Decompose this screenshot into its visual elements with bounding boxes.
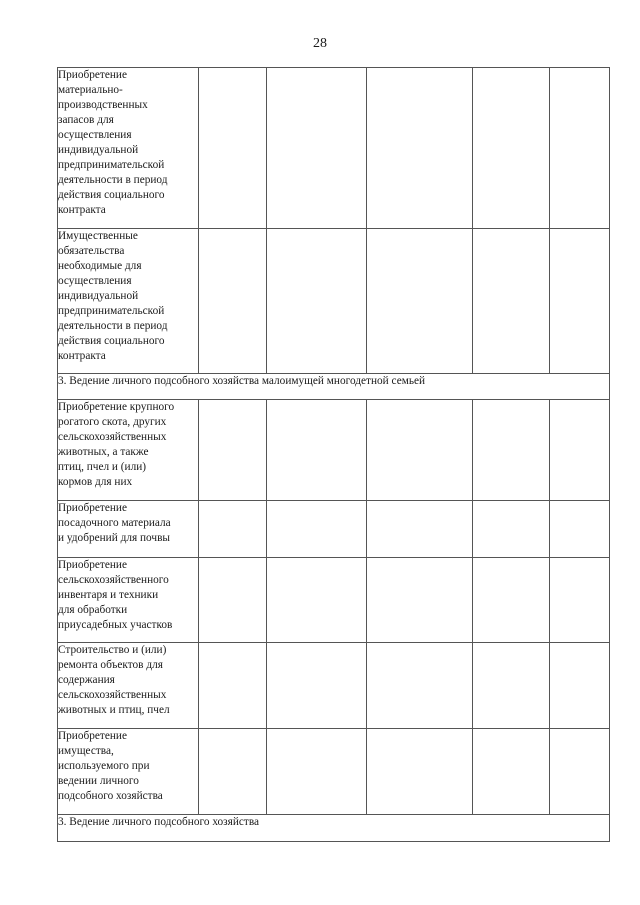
row-label-line: животных и птиц, пчел xyxy=(58,704,170,716)
empty-cell xyxy=(367,643,473,729)
table-row xyxy=(58,68,610,229)
empty-cell xyxy=(267,501,367,558)
empty-cell xyxy=(267,643,367,729)
row-label-line: используемого при xyxy=(58,760,150,772)
row-label xyxy=(58,558,199,643)
row-label-line: содержания xyxy=(58,674,115,686)
empty-cell xyxy=(473,400,550,501)
empty-cell xyxy=(550,400,610,501)
empty-cell xyxy=(550,68,610,229)
row-label-line: осуществления xyxy=(58,129,132,141)
row-label-line: сельскохозяйственных xyxy=(58,431,167,443)
empty-cell xyxy=(267,229,367,374)
empty-cell xyxy=(473,68,550,229)
document-table xyxy=(57,67,610,842)
empty-cell xyxy=(550,501,610,558)
row-label-line: сельскохозяйственных xyxy=(58,689,167,701)
row-label-line: имущества, xyxy=(58,745,114,757)
row-label-line: осуществления xyxy=(58,275,132,287)
row-label-line: приусадебных участков xyxy=(58,619,173,631)
empty-cell xyxy=(367,68,473,229)
empty-cell xyxy=(473,501,550,558)
empty-cell xyxy=(199,229,267,374)
row-label-line: птиц, пчел и (или) xyxy=(58,461,147,473)
empty-cell xyxy=(473,729,550,815)
row-label-line: посадочного материала xyxy=(58,517,171,529)
row-label-line: для обработки xyxy=(58,604,128,616)
table-row xyxy=(58,643,610,729)
row-label-line: Приобретение xyxy=(58,502,127,514)
row-label-line: контракта xyxy=(58,350,106,362)
empty-cell xyxy=(199,68,267,229)
empty-cell xyxy=(199,558,267,643)
row-label xyxy=(58,229,199,374)
row-label xyxy=(58,68,199,229)
empty-cell xyxy=(367,229,473,374)
row-label xyxy=(58,501,199,558)
empty-cell xyxy=(550,729,610,815)
row-label-line: деятельности в период xyxy=(58,174,168,186)
row-label-line: предпринимательской xyxy=(58,159,165,171)
row-label-line: запасов для xyxy=(58,114,114,126)
row-label-line: индивидуальной xyxy=(58,290,139,302)
row-label-line: Приобретение крупного xyxy=(58,401,175,413)
row-label-line: действия социального xyxy=(58,189,165,201)
row-label-line: ремонта объектов для xyxy=(58,659,163,671)
row-label xyxy=(58,400,199,501)
row-label-line: подсобного хозяйства xyxy=(58,790,163,802)
row-label xyxy=(58,643,199,729)
section-row xyxy=(58,815,610,842)
row-label-line: Строительство и (или) xyxy=(58,644,167,656)
empty-cell xyxy=(267,68,367,229)
row-label-line: деятельности в период xyxy=(58,320,168,332)
row-label-line: Приобретение xyxy=(58,730,127,742)
empty-cell xyxy=(473,229,550,374)
row-label-line: кормов для них xyxy=(58,476,133,488)
row-label-line: предпринимательской xyxy=(58,305,165,317)
row-label-line: действия социального xyxy=(58,335,165,347)
empty-cell xyxy=(367,558,473,643)
row-label-line: Приобретение xyxy=(58,559,127,571)
page-number: 28 xyxy=(313,36,327,51)
empty-cell xyxy=(473,558,550,643)
row-label-line: необходимые для xyxy=(58,260,142,272)
empty-cell xyxy=(267,558,367,643)
empty-cell xyxy=(367,400,473,501)
table-row xyxy=(58,501,610,558)
empty-cell xyxy=(550,229,610,374)
table-body xyxy=(58,68,610,842)
row-label-line: Имущественные xyxy=(58,230,138,242)
empty-cell xyxy=(199,729,267,815)
row-label-line: и удобрений для почвы xyxy=(58,532,170,544)
row-label-line: контракта xyxy=(58,204,106,216)
section-heading: 3. Ведение личного подсобного хозяйства малоимущей многодетной семьей xyxy=(58,374,610,400)
empty-cell xyxy=(199,643,267,729)
empty-cell xyxy=(199,501,267,558)
table-row xyxy=(58,558,610,643)
empty-cell xyxy=(267,400,367,501)
table-row xyxy=(58,729,610,815)
table-row xyxy=(58,229,610,374)
row-label-line: рогатого скота, других xyxy=(58,416,167,428)
row-label-line: сельскохозяйственного xyxy=(58,574,169,586)
empty-cell xyxy=(367,729,473,815)
empty-cell xyxy=(367,501,473,558)
row-label-line: ведении личного xyxy=(58,775,139,787)
row-label-line: материально- xyxy=(58,84,123,96)
section-row xyxy=(58,374,610,400)
section-heading: 3. Ведение личного подсобного хозяйства xyxy=(58,815,610,842)
row-label xyxy=(58,729,199,815)
empty-cell xyxy=(550,558,610,643)
row-label-line: животных, а также xyxy=(58,446,149,458)
empty-cell xyxy=(267,729,367,815)
row-label-line: инвентаря и техники xyxy=(58,589,159,601)
empty-cell xyxy=(550,643,610,729)
row-label-line: обязательства xyxy=(58,245,125,257)
row-label-line: Приобретение xyxy=(58,69,127,81)
empty-cell xyxy=(473,643,550,729)
table-row xyxy=(58,400,610,501)
row-label-line: производственных xyxy=(58,99,148,111)
row-label-line: индивидуальной xyxy=(58,144,139,156)
empty-cell xyxy=(199,400,267,501)
